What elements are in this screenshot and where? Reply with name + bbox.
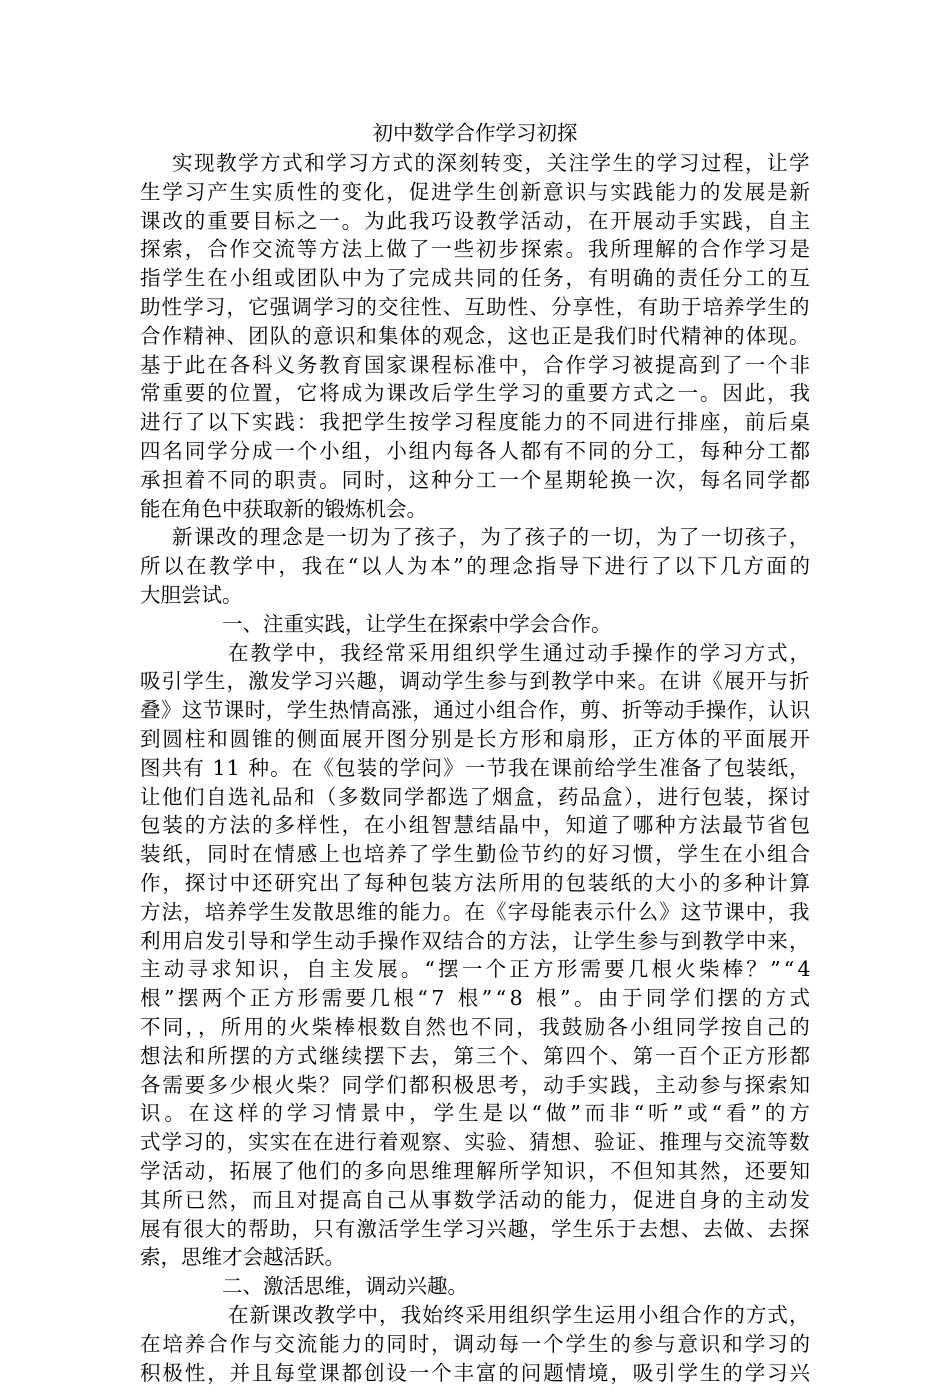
body-line: 展有很大的帮助，只有激活学生学习兴趣，学生乐于去想、去做、去探 (140, 1216, 811, 1241)
body-line: 其所已然，而且对提高自己从事数学活动的能力，促进自身的主动发 (140, 1187, 812, 1212)
body-line: 图共有 11 种。在《包装的学问》一节我在课前给学生准备了包装纸， (140, 755, 811, 780)
body-line: 大胆尝试。 (140, 583, 243, 607)
body-line: 一、注重实践，让学生在探索中学会合作。 (222, 611, 612, 636)
body-line: 在培养合作与交流能力的同时，调动每一个学生的参与意识和学习的 (140, 1331, 812, 1356)
body-line: 助性学习，它强调学习的交往性、互助性、分享性，有助于培养学生的 (140, 295, 811, 319)
body-line: 积极性，并且每堂课都创设一个丰富的问题情境，吸引学生的学习兴 (140, 1360, 812, 1385)
body-line: 所以在教学中，我在“以人为本”的理念指导下进行了以下几方面的 (140, 554, 813, 579)
body-line: 在新课改教学中，我始终采用组织学生运用小组合作的方式， (228, 1303, 811, 1327)
body-line: 根”摆两个正方形需要几根“7 根”“8 根”。由于同学们摆的方式 (140, 986, 814, 1011)
body-line: 探索，合作交流等方法上做了一些初步探索。我所理解的合作学习是 (140, 237, 812, 262)
body-line: 指学生在小组或团队中为了完成共同的任务，有明确的责任分工的互 (140, 266, 812, 291)
body-line: 不同，，所用的火柴棒根数自然也不同，我鼓励各小组同学按自己的 (140, 1015, 812, 1039)
body-line: 进行了以下实践：我把学生按学习程度能力的不同进行排座，前后桌 (140, 410, 812, 435)
body-line: 想法和所摆的方式继续摆下去，第三个、第四个、第一百个正方形都 (140, 1043, 812, 1068)
body-line: 利用启发引导和学生动手操作双结合的方法，让学生参与到教学中来， (140, 928, 811, 953)
body-line: 新课改的理念是一切为了孩子，为了孩子的一切，为了一切孩子， (172, 525, 812, 550)
body-line: 生学习产生实质性的变化，促进学生创新意识与实践能力的发展是新 (140, 179, 812, 204)
body-line: 能在角色中获取新的锻炼机会。 (140, 496, 427, 521)
body-line: 实现教学方式和学习方式的深刻转变，关注学生的学习过程，让学 (172, 151, 812, 175)
body-line: 识。在这样的学习情景中，学生是以“做”而非“听”或“看”的方 (140, 1101, 814, 1126)
body-line: 方法，培养学生发散思维的能力。在《字母能表示什么》这节课中，我 (140, 899, 811, 924)
body-line: 包装的方法的多样性，在小组智慧结晶中，知道了哪种方法最节省包 (140, 813, 812, 838)
body-line: 索，思维才会越活跃。 (140, 1245, 345, 1270)
body-line: 作，探讨中还研究出了每种包装方法所用的包装纸的大小的多种计算 (140, 871, 812, 895)
body-line: 常重要的位置，它将成为课改后学生学习的重要方式之一。因此，我 (140, 381, 812, 406)
body-line: 在教学中，我经常采用组织学生通过动手操作的学习方式， (228, 640, 812, 665)
body-line: 基于此在各科义务教育国家课程标准中，合作学习被提高到了一个非 (140, 352, 812, 377)
body-line: 课改的重要目标之一。为此我巧设教学活动，在开展动手实践，自主 (140, 208, 812, 233)
body-line: 各需要多少根火柴？同学们都积极思考，动手实践，主动参与探索知 (140, 1072, 812, 1097)
body-line: 叠》这节课时，学生热情高涨，通过小组合作，剪、折等动手操作，认识 (140, 698, 811, 723)
body-line: 装纸，同时在情感上也培养了学生勤俭节约的好习惯，学生在小组合 (140, 842, 812, 867)
body-line: 式学习的，实实在在进行着观察、实验、猜想、验证、推理与交流等数 (140, 1130, 811, 1155)
body-line: 学活动，拓展了他们的多向思维理解所学知识，不但知其然，还要知 (140, 1159, 812, 1183)
document-title: 初中数学合作学习初探 (372, 121, 578, 145)
body-line: 合作精神、团队的意识和集体的观念，这也正是我们时代精神的体现。 (140, 323, 811, 348)
body-line: 主动寻求知识，自主发展。“摆一个正方形需要几根火柴棒？”“4 (140, 957, 814, 982)
body-line: 让他们自选礼品和（多数同学都选了烟盒，药品盒），进行包装，探讨 (140, 784, 812, 809)
body-line: 吸引学生，激发学习兴趣，调动学生参与到教学中来。在讲《展开与折 (140, 669, 811, 694)
body-line: 承担着不同的职责。同时，这种分工一个星期轮换一次，每名同学都 (140, 467, 812, 492)
body-line: 二、激活思维，调动兴趣。 (222, 1274, 468, 1299)
body-line: 四名同学分成一个小组，小组内每各人都有不同的分工，每种分工都 (140, 439, 812, 463)
body-line: 到圆柱和圆锥的侧面展开图分别是长方形和扇形，正方体的平面展开 (140, 727, 812, 751)
